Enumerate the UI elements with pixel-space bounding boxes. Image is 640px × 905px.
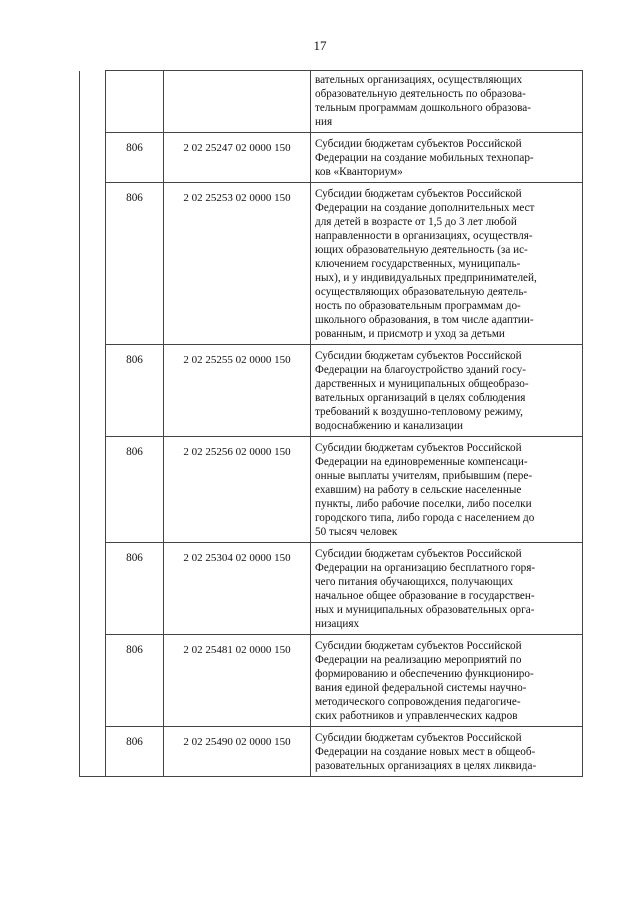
- budget-code-cell: 2 02 25304 02 0000 150: [164, 543, 311, 635]
- revenue-description: Субсидии бюджетам субъектов Российской Федерации на создание дополнительных мест для детей в возрасте от 1,5 до 3 лет любой направленности в организациях, осуществля- ющих образовательную деятельность (за ис- ключением государственных, муниципаль- ных), и у индивидуальных предпринимателей, осуществляющих образовательную деятель- ность по образовательным программам до- школьного образования, в том числе адаптии- рованным, и присмотр и уход за детьми: [315, 188, 537, 340]
- admin-code-cell: 806: [106, 635, 164, 727]
- budget-code-cell: 2 02 25253 02 0000 150: [164, 183, 311, 345]
- admin-code-cell: 806: [106, 345, 164, 437]
- budget-code-cell: 2 02 25255 02 0000 150: [164, 345, 311, 437]
- margin-cell: [80, 635, 106, 727]
- table-row: [80, 183, 583, 345]
- margin-cell: [80, 71, 106, 133]
- margin-cell: [80, 345, 106, 437]
- margin-cell: [80, 183, 106, 345]
- admin-code-cell: 806: [106, 543, 164, 635]
- table-row: [80, 71, 583, 133]
- margin-cell: [80, 543, 106, 635]
- revenue-description: Субсидии бюджетам субъектов Российской Федерации на создание мобильных технопар- ков «Кванториум»: [315, 138, 534, 178]
- revenue-description: вательных организациях, осуществляющих образовательную деятельность по образова- тельным программам дошкольного образова- ния: [315, 74, 531, 128]
- admin-code-cell: 806: [106, 133, 164, 183]
- budget-classification-table: [79, 70, 583, 777]
- margin-cell: [80, 437, 106, 543]
- admin-code-cell: 806: [106, 183, 164, 345]
- table-row: [80, 635, 583, 727]
- table-row: [80, 133, 583, 183]
- revenue-description: Субсидии бюджетам субъектов Российской Федерации на создание новых мест в общеоб- разовательных организациях в целях ликвида-: [315, 732, 537, 772]
- admin-code-cell: 806: [106, 727, 164, 777]
- margin-cell: [80, 727, 106, 777]
- revenue-description: Субсидии бюджетам субъектов Российской Федерации на реализацию мероприятий по формированию и обеспечению функциониро- вания единой федеральной системы научно- методического сопровождения педагогиче- ских работников и управленческих кадров: [315, 640, 534, 722]
- page-number: 17: [313, 38, 327, 53]
- budget-code-cell: 2 02 25490 02 0000 150: [164, 727, 311, 777]
- revenue-description: Субсидии бюджетам субъектов Российской Федерации на организацию бесплатного горя- чего питания обучающихся, получающих начальное общее образование в государствен- ных и муниципальных образовательных орга- низациях: [315, 548, 536, 630]
- budget-code-cell: [164, 71, 311, 133]
- table-row: [80, 543, 583, 635]
- margin-cell: [80, 133, 106, 183]
- admin-code-cell: 806: [106, 437, 164, 543]
- budget-code-cell: 2 02 25247 02 0000 150: [164, 133, 311, 183]
- budget-code-cell: 2 02 25481 02 0000 150: [164, 635, 311, 727]
- revenue-description: Субсидии бюджетам субъектов Российской Федерации на единовременные компенсаци- онные выплаты учителям, прибывшим (пере- ехавшим) на работу в сельские населенные пункты, либо рабочие поселки, либо поселки городского типа, либо города с населением до 50 тысяч человек: [315, 442, 535, 538]
- table-row: [80, 437, 583, 543]
- admin-code-cell: [106, 71, 164, 133]
- revenue-description: Субсидии бюджетам субъектов Российской Федерации на благоустройство зданий госу- дарственных и муниципальных общеобразо- вательных организаций в целях соблюдения требований к воздушно-тепловому режиму, водоснабжению и канализации: [315, 350, 529, 432]
- budget-code-cell: 2 02 25256 02 0000 150: [164, 437, 311, 543]
- table-row: [80, 727, 583, 777]
- table-row: [80, 345, 583, 437]
